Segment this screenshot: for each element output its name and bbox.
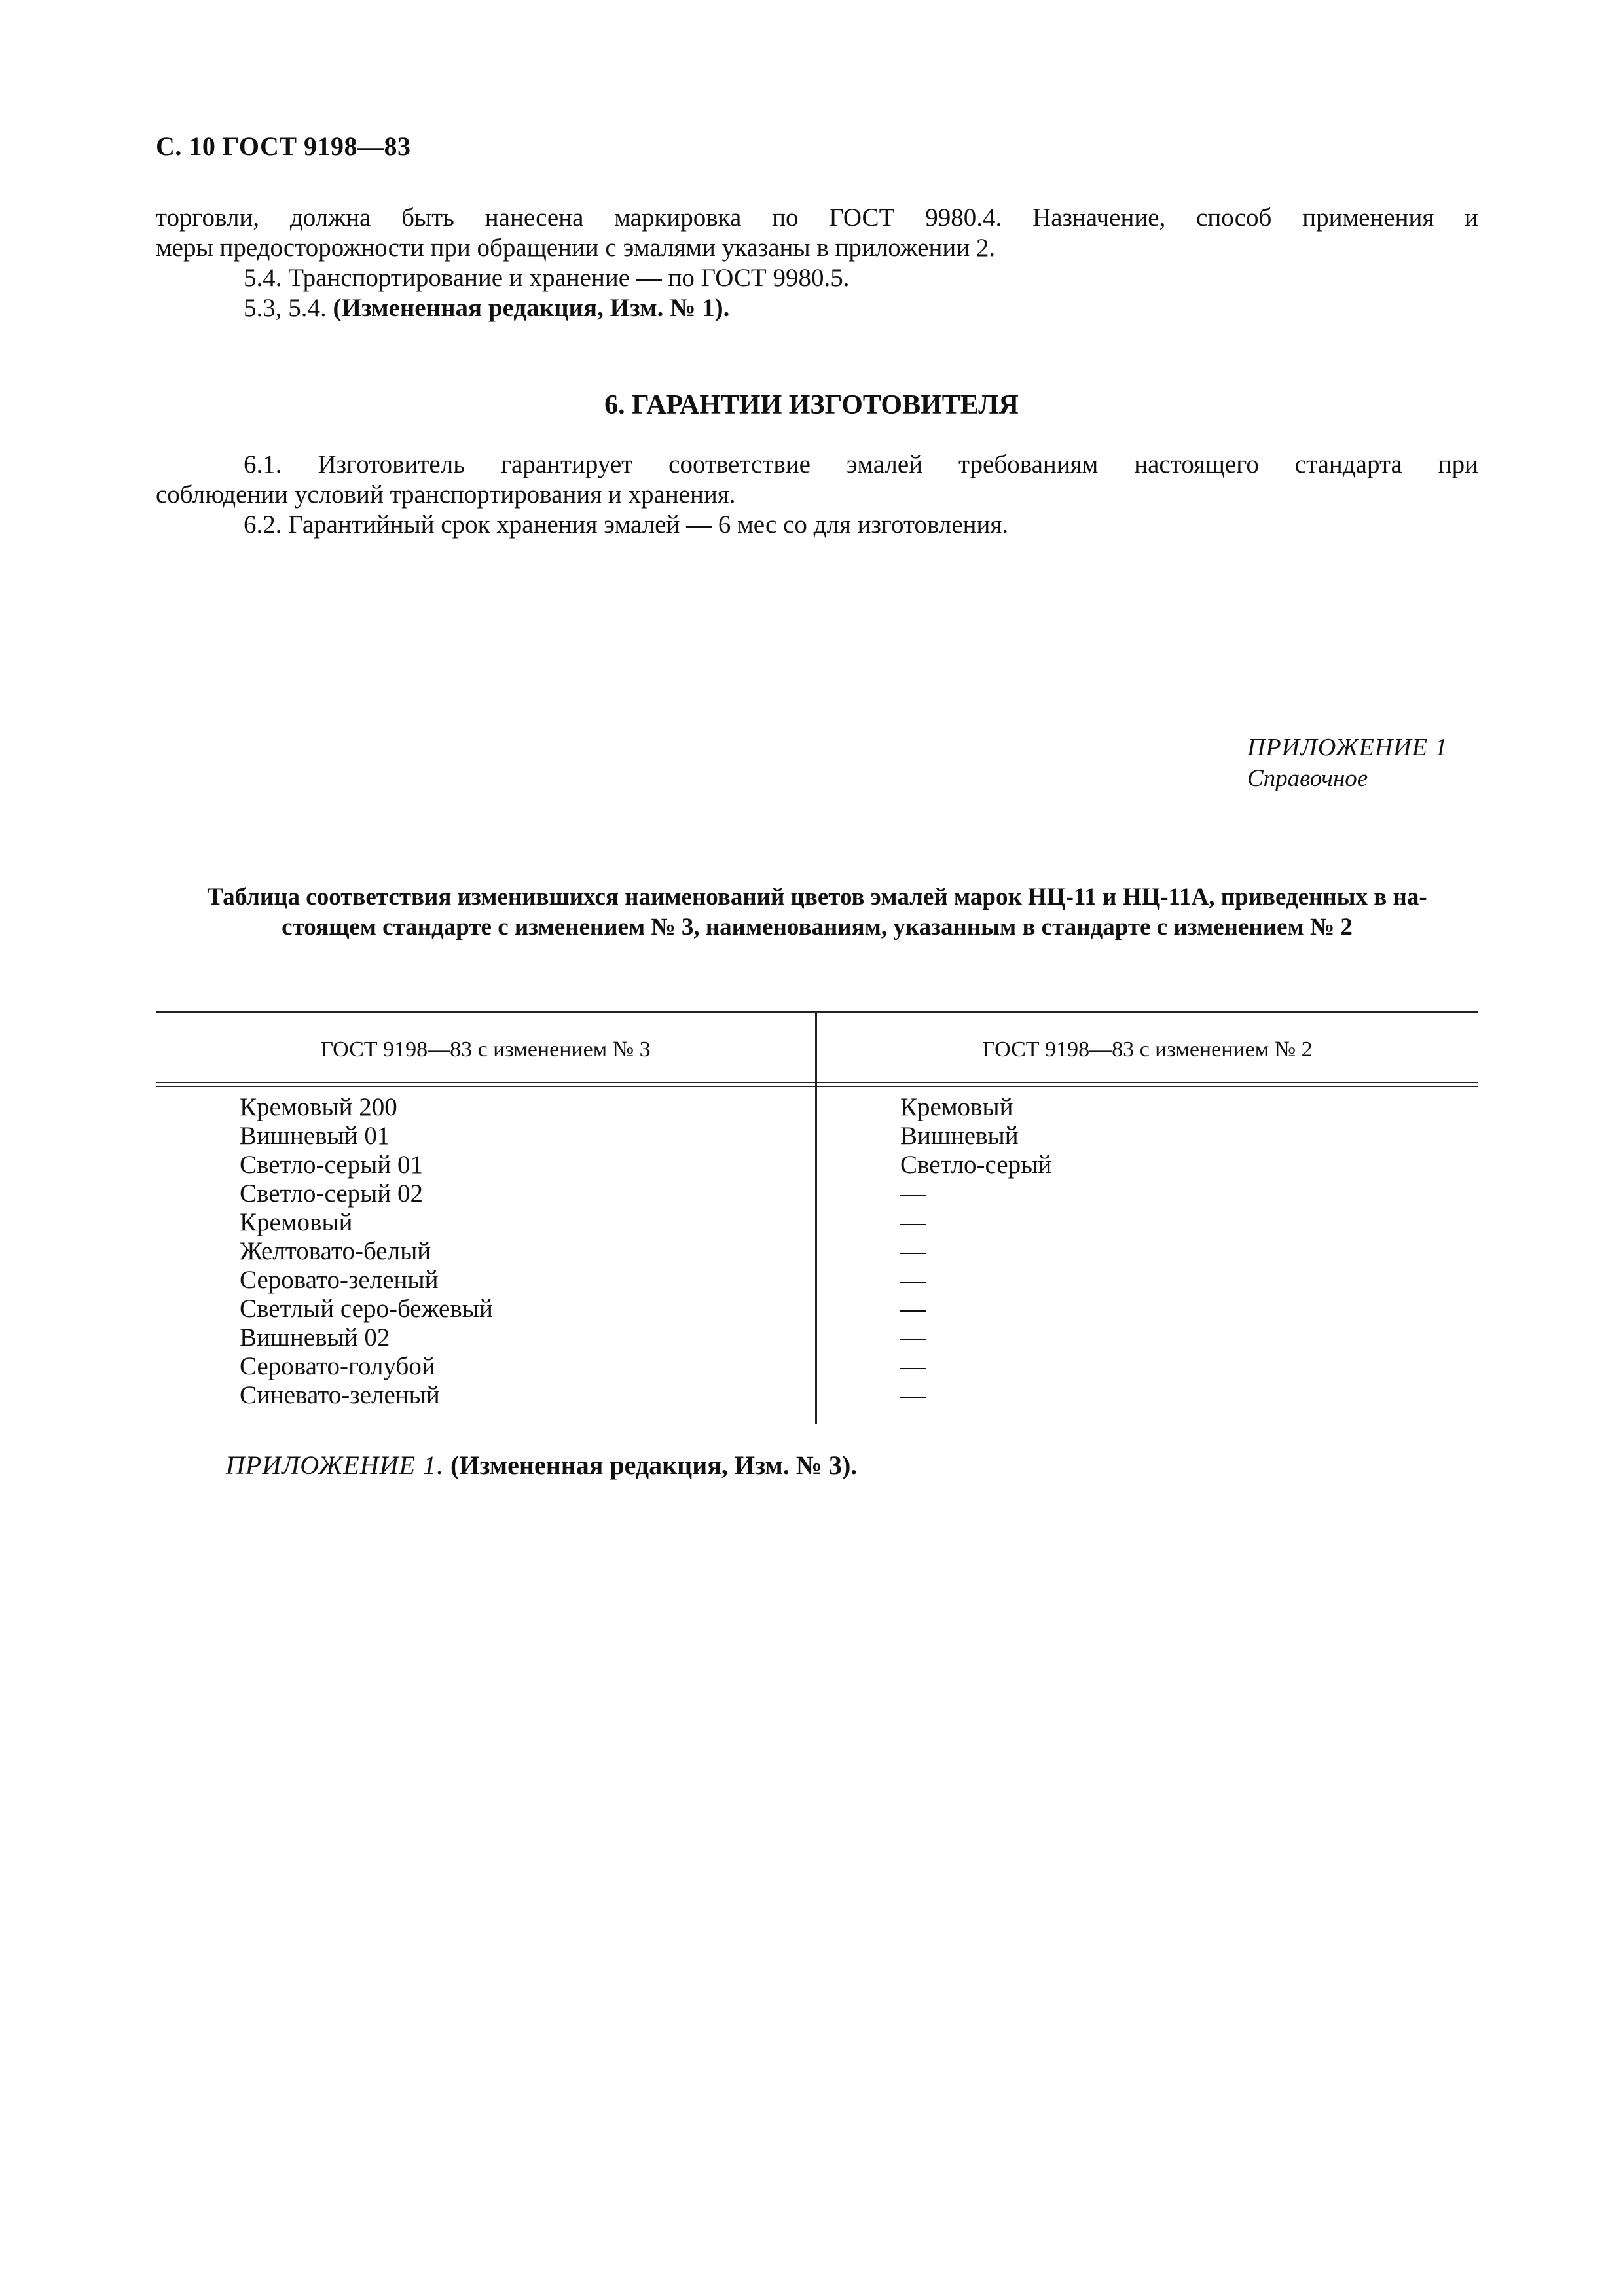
table-header-col1: ГОСТ 9198—83 с изменением № 3 — [320, 1037, 651, 1062]
table-cell: Светло-серый — [900, 1151, 1052, 1179]
change-note-5 — [244, 293, 729, 323]
appendix-label: ПРИЛОЖЕНИЕ 1 — [1247, 734, 1448, 761]
table-top-rule — [156, 1011, 1478, 1013]
table-cell: Серовато-голубой — [240, 1352, 435, 1380]
table-cell: — — [900, 1381, 926, 1409]
table-cell: Кремовый — [240, 1208, 353, 1236]
table-cell: Серовато-зеленый — [240, 1266, 439, 1294]
table-cell: Светло-серый 01 — [240, 1151, 423, 1179]
table-cell: Кремовый — [900, 1093, 1013, 1121]
table-column-2 — [900, 1093, 1051, 1410]
appendix-change-note — [226, 1450, 857, 1480]
paragraph-6-2: 6.2. Гарантийный срок хранения эмалей — 6 мес со для изготовления. — [244, 511, 1009, 539]
table-cell: Вишневый 02 — [240, 1323, 390, 1352]
table-cell: — — [900, 1352, 926, 1380]
table-cell: — — [900, 1295, 926, 1323]
table-cell: — — [900, 1237, 926, 1265]
table-cell: Вишневый — [900, 1122, 1019, 1150]
appendix-sublabel: Справочное — [1247, 765, 1368, 792]
table-cell: — — [900, 1266, 926, 1294]
table-cell: Светло-серый 02 — [240, 1179, 423, 1208]
page-header: С. 10 ГОСТ 9198—83 — [156, 132, 411, 161]
table-cell: Кремовый 200 — [240, 1093, 397, 1121]
table-title-line1: Таблица соответствия изменившихся наименований цветов эмалей марок НЦ-11 и НЦ-11А, приведенных в на- — [207, 884, 1427, 910]
table-cell: Желтовато-белый — [240, 1237, 431, 1265]
paragraph-5-4: 5.4. Транспортирование и хранение — по ГОСТ 9980.5. — [244, 264, 850, 292]
table-title-line2: стоящем стандарте с изменением № 3, наименованиям, указанным в стандарте с изменением № 2 — [282, 914, 1353, 941]
paragraph-marking-line2: меры предосторожности при обращении с эмалями указаны в приложении 2. — [156, 234, 996, 262]
table-cell: Вишневый 01 — [240, 1122, 390, 1150]
table-cell: Синевато-зеленый — [240, 1381, 440, 1409]
appendix-note-label: ПРИЛОЖЕНИЕ 1. — [226, 1450, 444, 1480]
table-cell: Светлый серо-бежевый — [240, 1295, 493, 1323]
table-column-1 — [240, 1093, 493, 1410]
table-cell: — — [900, 1179, 926, 1208]
table-cell: — — [900, 1323, 926, 1352]
table-cell: — — [900, 1208, 926, 1236]
table-column-divider — [815, 1011, 817, 1424]
section-6-title: 6. ГАРАНТИИ ИЗГОТОВИТЕЛЯ — [604, 390, 1019, 420]
table-header-rule-2 — [156, 1086, 1478, 1087]
change-note-bold: (Измененная редакция, Изм. № 1). — [333, 294, 730, 322]
change-note-prefix: 5.3, 5.4. — [244, 294, 333, 322]
table-header-rule-1 — [156, 1082, 1478, 1083]
table-header-col2: ГОСТ 9198—83 с изменением № 2 — [982, 1037, 1313, 1062]
paragraph-6-1-line2: соблюдении условий транспортирования и хранения. — [156, 480, 736, 509]
paragraph-6-1-line1: 6.1. Изготовитель гарантирует соответствие эмалей требованиям настоящего стандарта при — [244, 450, 1478, 478]
paragraph-marking-line1: торговли, должна быть нанесена маркировка по ГОСТ 9980.4. Назначение, способ применения и — [156, 204, 1478, 232]
appendix-note-bold: (Измененная редакция, Изм. № 3). — [450, 1450, 858, 1480]
